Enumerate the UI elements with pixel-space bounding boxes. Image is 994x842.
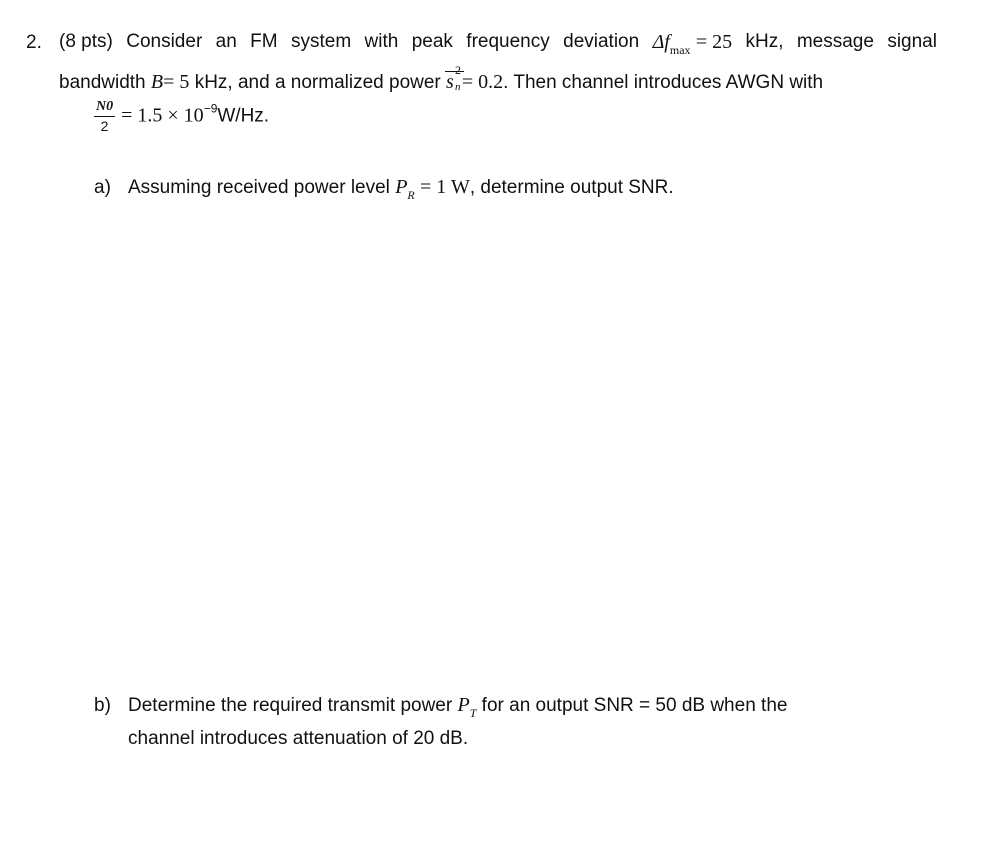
received-power-subscript: R xyxy=(407,188,415,202)
word: peak xyxy=(411,31,453,52)
part-b-line-2: channel introduces attenuation of 20 dB. xyxy=(128,728,469,749)
noise-fraction xyxy=(94,100,115,133)
word: message xyxy=(796,31,874,52)
delta-f-max-expression xyxy=(653,32,733,56)
received-power-symbol: P xyxy=(395,176,408,198)
s-power: 2 xyxy=(455,63,462,77)
word: with xyxy=(364,31,399,52)
bandwidth-value: = 5 xyxy=(163,71,190,93)
channel-text: . Then channel introduces AWGN with xyxy=(503,72,824,93)
word: kHz, xyxy=(745,31,784,52)
part-a-text-end: , determine output SNR. xyxy=(469,177,674,198)
received-power-value: = 1 W xyxy=(420,176,470,198)
word: signal xyxy=(887,31,937,52)
part-a-text: Assuming received power level xyxy=(128,177,390,198)
word: system xyxy=(290,31,352,52)
s-subscript: n xyxy=(455,81,461,93)
power-value: = 0.2 xyxy=(461,71,504,93)
part-b-label: b) xyxy=(94,695,111,716)
transmit-power-subscript: T xyxy=(469,706,477,720)
transmit-power-symbol: P xyxy=(457,694,470,716)
question-line-2 xyxy=(59,63,824,93)
noise-unit: W/Hz. xyxy=(217,105,270,127)
word: deviation xyxy=(563,31,640,52)
noise-exponent: −9 xyxy=(203,101,218,116)
part-a xyxy=(94,177,674,201)
fraction-denominator: 2 xyxy=(100,118,109,134)
mean-square-expression xyxy=(446,63,462,93)
word: FM xyxy=(250,31,278,52)
bandwidth-text: bandwidth xyxy=(59,72,146,93)
points-label: (8 pts) xyxy=(59,31,113,52)
word: frequency xyxy=(466,31,550,52)
part-a-label: a) xyxy=(94,177,111,198)
part-b-text-cont: for an output SNR = 50 dB when the xyxy=(481,695,788,716)
question-line-3 xyxy=(94,100,269,133)
delta-f-symbol: Δf xyxy=(652,31,670,53)
bandwidth-symbol: B xyxy=(150,71,164,93)
part-b-text: Determine the required transmit power xyxy=(128,695,453,716)
fraction-numerator: N0 xyxy=(96,99,114,114)
question-number: 2. xyxy=(26,32,42,53)
question-line-1 xyxy=(59,32,937,56)
delta-f-value: = 25 xyxy=(695,31,733,53)
fraction-bar xyxy=(94,116,115,117)
noise-expression: = 1.5 × 10 xyxy=(121,104,204,127)
max-subscript: max xyxy=(669,43,691,57)
word: an xyxy=(215,31,237,52)
power-text: kHz, and a normalized power xyxy=(194,72,441,93)
part-b xyxy=(94,695,787,719)
s-symbol: s xyxy=(446,71,454,93)
word: Consider xyxy=(126,31,203,52)
